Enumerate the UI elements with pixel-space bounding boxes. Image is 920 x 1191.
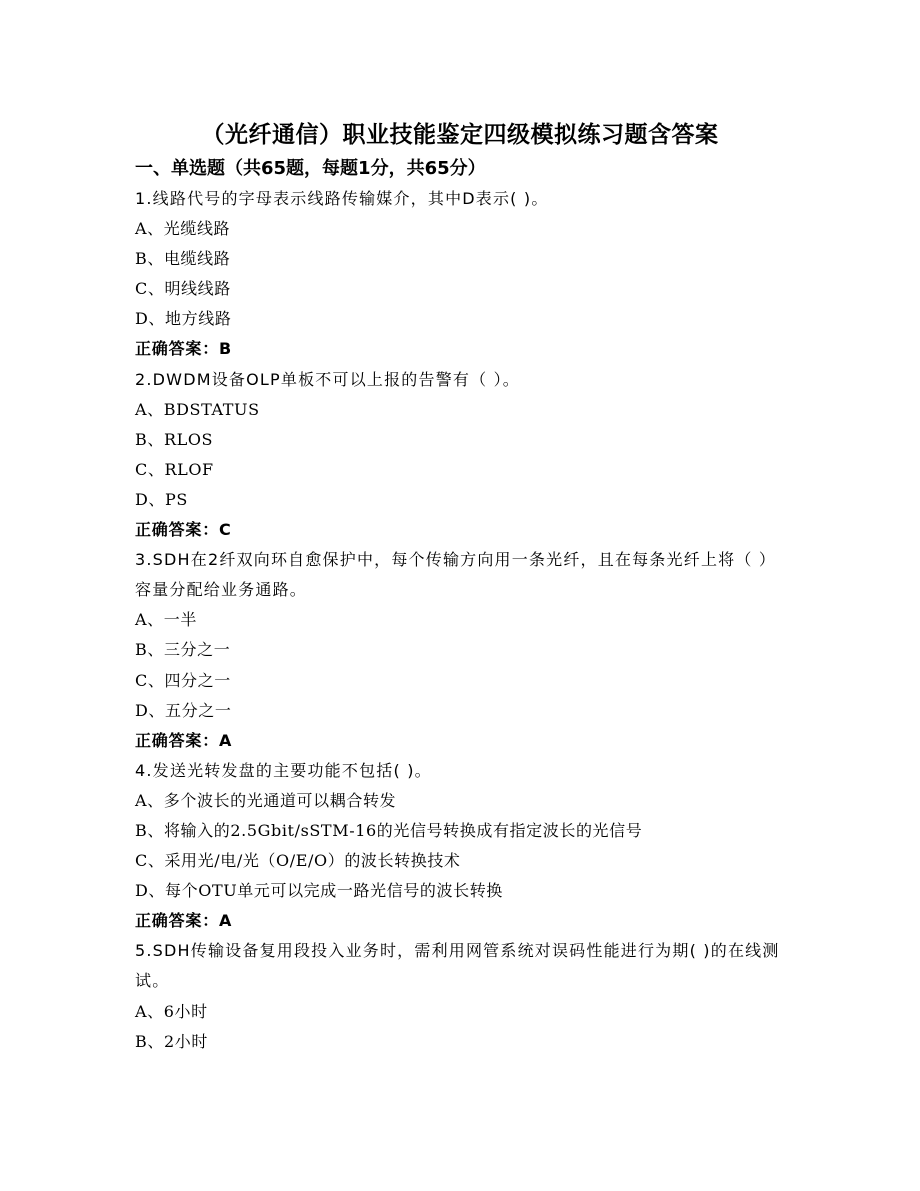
question-stem: 2.DWDM设备OLP单板不可以上报的告警有（ ）。 xyxy=(135,369,520,389)
correct-answer: 正确答案：B xyxy=(135,339,232,359)
question-stem: 5.SDH传输设备复用段投入业务时，需利用网管系统对误码性能进行为期( )的在线测试。 xyxy=(135,941,780,991)
option-d: D、五分之一 xyxy=(135,700,232,720)
option-b: B、RLOS xyxy=(135,429,214,449)
question-block xyxy=(135,184,785,365)
option-a: A、一半 xyxy=(135,610,197,630)
option-d: D、地方线路 xyxy=(135,309,232,329)
question-block xyxy=(135,756,785,937)
question-list xyxy=(135,184,785,1057)
document-title: （光纤通信）职业技能鉴定四级模拟练习题含答案 xyxy=(201,122,719,148)
option-a: A、多个波长的光通道可以耦合转发 xyxy=(135,790,397,810)
option-c: C、四分之一 xyxy=(135,670,231,690)
correct-answer: 正确答案：C xyxy=(135,520,232,540)
question-stem: 4.发送光转发盘的主要功能不包括( )。 xyxy=(135,760,432,780)
question-stem: 3.SDH在2纤双向环自愈保护中，每个传输方向用一条光纤，且在每条光纤上将（ ）容量分配给业务通路。 xyxy=(135,550,777,600)
question-stem: 1.线路代号的字母表示线路传输媒介，其中D表示( )。 xyxy=(135,189,549,208)
option-b: B、电缆线路 xyxy=(135,249,231,269)
option-a: A、BDSTATUS xyxy=(135,399,260,419)
option-b: B、2小时 xyxy=(135,1031,208,1051)
option-c: C、采用光/电/光（O/E/O）的波长转换技术 xyxy=(135,851,461,871)
question-block xyxy=(135,545,785,756)
question-block xyxy=(135,936,785,1056)
correct-answer: 正确答案：A xyxy=(135,911,233,931)
option-d: D、PS xyxy=(135,489,188,509)
option-c: C、明线线路 xyxy=(135,279,231,299)
section-heading: 一、单选题（共65题，每题1分，共65分） xyxy=(135,158,486,179)
question-block xyxy=(135,365,785,546)
option-a: A、光缆线路 xyxy=(135,219,231,239)
option-d: D、每个OTU单元可以完成一路光信号的波长转换 xyxy=(135,881,503,901)
correct-answer: 正确答案：A xyxy=(135,730,233,750)
option-c: C、RLOF xyxy=(135,459,214,479)
option-b: B、将输入的2.5Gbit/sSTM-16的光信号转换成有指定波长的光信号 xyxy=(135,820,643,840)
option-b: B、三分之一 xyxy=(135,640,231,660)
option-a: A、6小时 xyxy=(135,1001,208,1021)
